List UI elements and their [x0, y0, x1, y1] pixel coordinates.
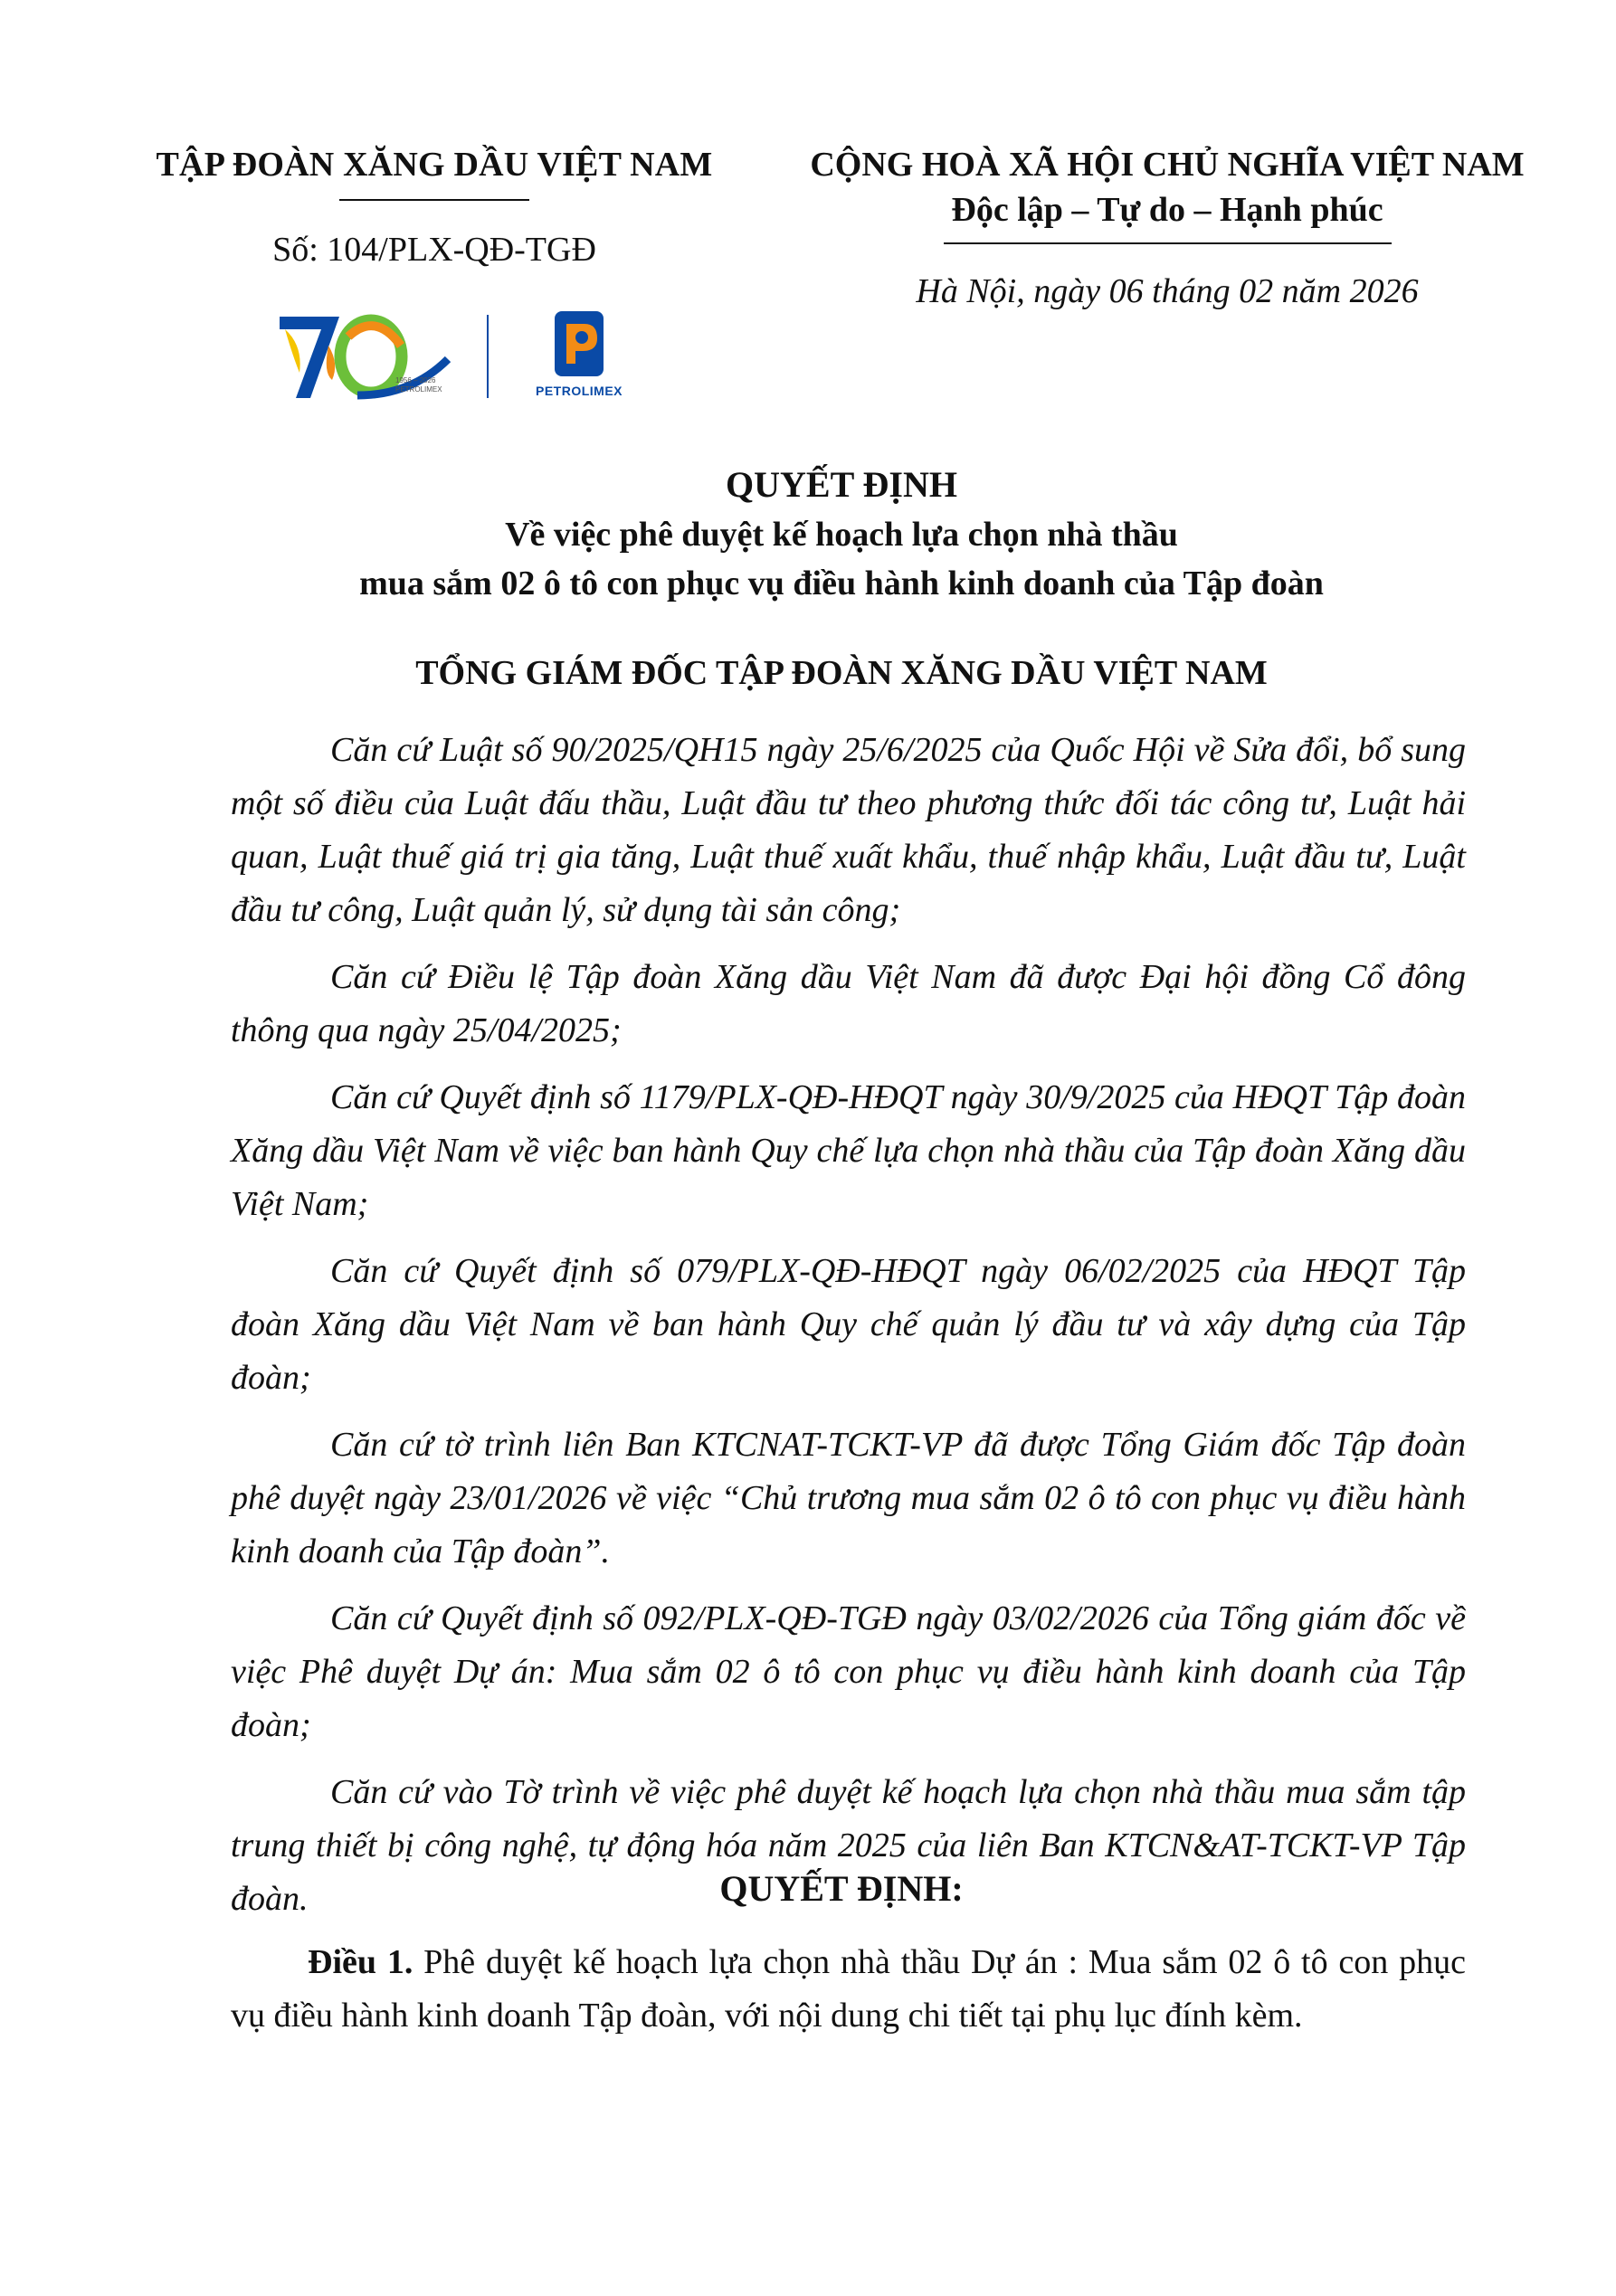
petrolimex-logo [525, 309, 633, 404]
motto-underline [944, 242, 1392, 244]
article-1 [231, 1936, 1466, 2043]
legal-basis: Căn cứ Quyết định số 079/PLX-QĐ-HĐQT ngày 06/02/2025 của HĐQT Tập đoàn Xăng dầu Việt Nam về ban hành Quy chế quản lý đầu tư và xây dựng của Tập đoàn; [231, 1252, 1466, 1397]
petrolimex-p-icon [525, 309, 633, 382]
legal-basis: Căn cứ Điều lệ Tập đoàn Xăng dầu Việt Nam đã được Đại hội đồng Cổ đông thông qua ngày 25/04/2025; [231, 958, 1466, 1049]
issuer-underline [339, 199, 529, 201]
article-1-label: Điều 1. [308, 1943, 414, 1981]
legal-basis: Căn cứ Luật số 90/2025/QH15 ngày 25/6/2025 của Quốc Hội về Sửa đổi, bổ sung một số điều của Luật đấu thầu, Luật đầu tư theo phương thức đối tác công tư, Luật hải quan, Luật thuế giá trị gia tăng, Luật thuế xuất khẩu, thuế nhập khẩu, Luật đầu tư, Luật đầu tư công, Luật quản lý, sử dụng tài sản công; [231, 731, 1466, 929]
article-1-text: Phê duyệt kế hoạch lựa chọn nhà thầu Dự án : Mua sắm 02 ô tô con phục vụ điều hành kinh doanh Tập đoàn, với nội dung chi tiết tại phụ lục đính kèm. [231, 1943, 1466, 2035]
legal-bases [231, 724, 1466, 1940]
issuer-name: TẬP ĐOÀN XĂNG DẦU VIỆT NAM [156, 146, 713, 184]
logo-divider [487, 315, 489, 398]
title-subject-line-1: Về việc phê duyệt kế hoạch lựa chọn nhà thầu [505, 516, 1178, 554]
national-header [796, 145, 1538, 311]
logo-group [276, 309, 638, 404]
issue-date: Hà Nội, ngày 06 tháng 02 năm 2026 [916, 272, 1419, 310]
legal-basis: Căn cứ vào Tờ trình về việc phê duyệt kế hoạch lựa chọn nhà thầu mua sắm tập trung thiết bị công nghệ, tự động hóa năm 2025 của liên Ban KTCN&AT-TCKT-VP Tập đoàn. [231, 1773, 1466, 1918]
petrolimex-wordmark: PETROLIMEX [535, 384, 623, 398]
legal-basis: Căn cứ Quyết định số 092/PLX-QĐ-TGĐ ngày 03/02/2026 của Tổng giám đốc về việc Phê duyệt Dự án: Mua sắm 02 ô tô con phục vụ điều hành kinh doanh của Tập đoàn; [231, 1599, 1466, 1744]
title-main: QUYẾT ĐỊNH [726, 464, 957, 505]
anniversary-70-logo [276, 309, 466, 404]
legal-basis: Căn cứ tờ trình liên Ban KTCNAT-TCKT-VP đã được Tổng Giám đốc Tập đoàn phê duyệt ngày 23/01/2026 về việc “Chủ trương mua sắm 02 ô tô con phục vụ điều hành kinh doanh của Tập đoàn”. [231, 1426, 1466, 1570]
anniversary-caption [395, 376, 468, 394]
anniversary-brand: PETROLIMEX [395, 385, 442, 394]
country-name: CỘNG HOÀ XÃ HỘI CHỦ NGHĨA VIỆT NAM [810, 146, 1525, 184]
document-number: Số: 104/PLX-QĐ-TGĐ [272, 231, 596, 269]
national-motto: Độc lập – Tự do – Hạnh phúc [951, 191, 1383, 229]
issuing-authority: TỔNG GIÁM ĐỐC TẬP ĐOÀN XĂNG DẦU VIỆT NAM [415, 654, 1268, 692]
legal-basis: Căn cứ Quyết định số 1179/PLX-QĐ-HĐQT ngày 30/9/2025 của HĐQT Tập đoàn Xăng dầu Việt Nam về việc ban hành Quy chế lựa chọn nhà thầu của Tập đoàn Xăng dầu Việt Nam; [231, 1078, 1466, 1223]
anniversary-years: 1956 – 2026 [395, 376, 436, 384]
decision-heading: QUYẾT ĐỊNH: [719, 1868, 964, 1909]
issuer-header [136, 145, 733, 270]
title-subject-line-2: mua sắm 02 ô tô con phục vụ điều hành kinh doanh của Tập đoàn [359, 565, 1324, 602]
document-title [136, 460, 1547, 608]
